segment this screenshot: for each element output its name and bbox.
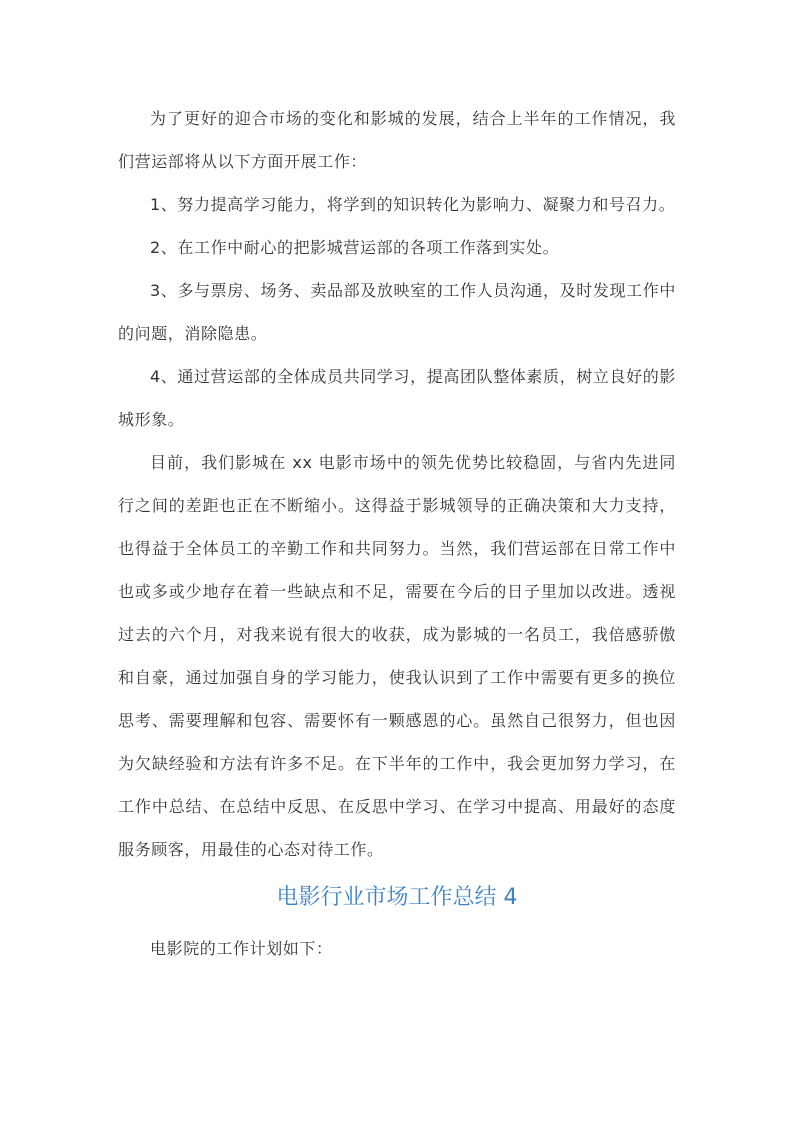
paragraph-item-2: 2、在工作中耐心的把影城营运部的各项工作落到实处。 (150, 238, 560, 257)
document-body (118, 97, 676, 970)
section-heading: 电影行业市场工作总结 4 (276, 885, 518, 910)
paragraph-item-1: 1、努力提高学习能力，将学到的知识转化为影响力、凝聚力和号召力。 (150, 195, 676, 214)
paragraph-summary: 目前，我们影城在 xx 电影市场中的领先优势比较稳固，与省内先进同行之间的差距也正在不断缩小。这得益于影城领导的正确决策和大力支持，也得益于全体员工的辛勤工作和共同努力。当然，我们营运部在日常工作中也或多或少地存在着一些缺点和不足，需要在今后的日子里加以改进。透视过去的六个月，对我来说有很大的收获，成为影城的一名员工，我倍感骄傲和自豪，通过加强自身的学习能力，使我认识到了工作中需要有更多的换位思考、需要理解和包容、需要怀有一颗感恩的心。虽然自己很努力，但也因为欠缺经验和方法有许多不足。在下半年的工作中，我会更加努力学习，在工作中总结、在总结中反思、在反思中学习、在学习中提高、用最好的态度服务顾客，用最佳的心态对待工作。 (118, 453, 676, 859)
paragraph-plan-intro: 电影院的工作计划如下： (150, 939, 333, 958)
paragraph-item-4: 4、通过营运部的全体成员共同学习，提高团队整体素质，树立良好的影城形象。 (118, 367, 676, 429)
paragraph-intro: 为了更好的迎合市场的变化和影城的发展，结合上半年的工作情况，我们营运部将从以下方面开展工作： (118, 109, 676, 171)
paragraph-item-3: 3、多与票房、场务、卖品部及放映室的工作人员沟通，及时发现工作中的问题，消除隐患。 (118, 281, 676, 343)
